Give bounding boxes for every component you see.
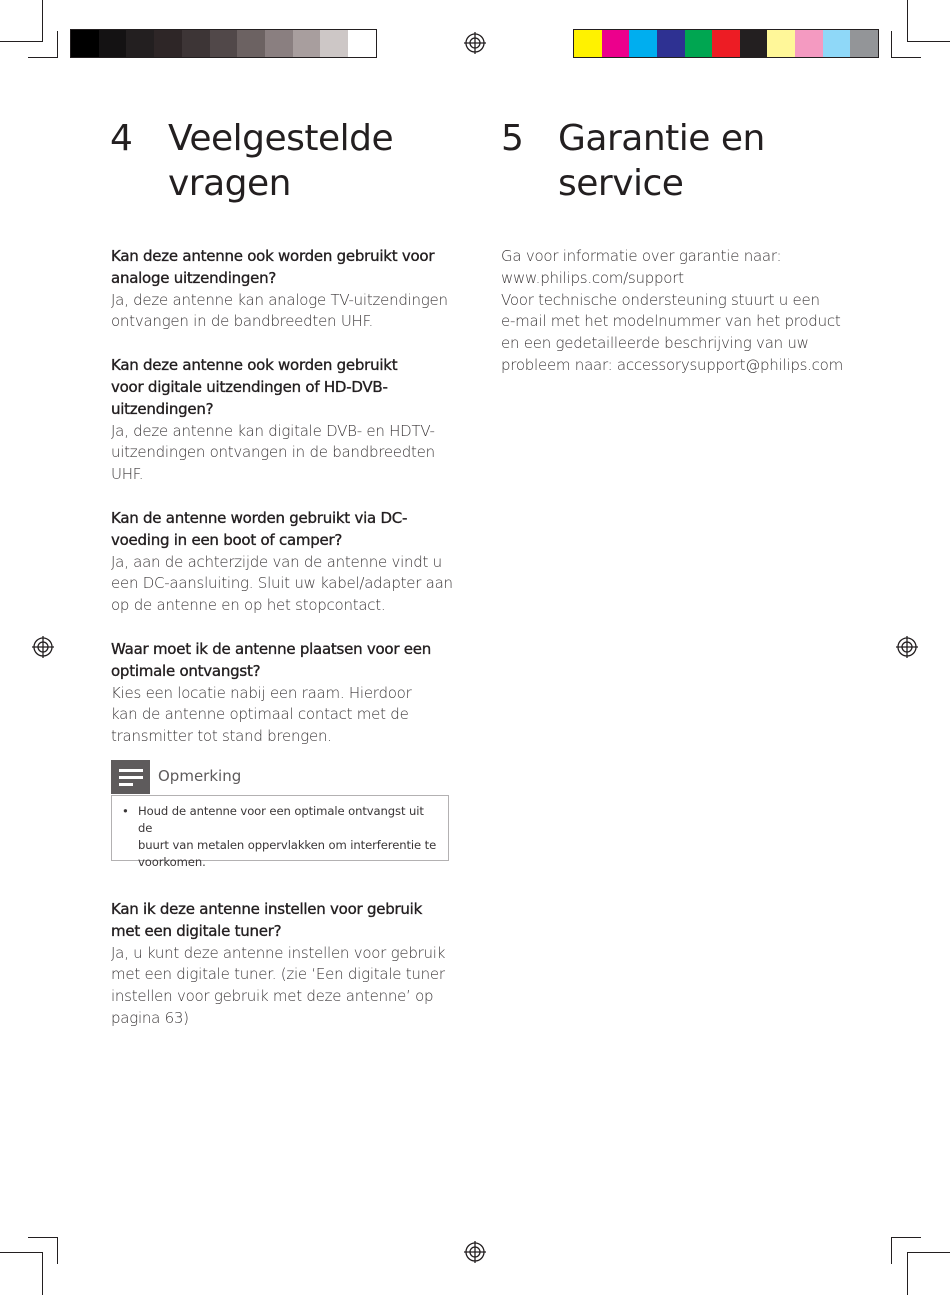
- color-swatch: [99, 30, 127, 57]
- color-swatch: [210, 30, 238, 57]
- note-lines-icon: [111, 760, 150, 794]
- color-swatch: [574, 30, 602, 57]
- registration-mark-icon: [32, 636, 54, 658]
- warranty-text: Ga voor informatie over garantie naar: www.philips.com/support Voor technische ondersteuning stuurt u een e-mail met het modelnummer van het product en een gedetailleerde beschrijving van uw probleem naar: accessorysupport@philips.com: [501, 247, 843, 374]
- color-swatch: [237, 30, 265, 57]
- crop-mark: [907, 1252, 908, 1295]
- color-swatch: [795, 30, 823, 57]
- chapter-4-title: Veelgestelde vragen: [168, 118, 394, 204]
- registration-mark-icon: [464, 32, 486, 54]
- faq-answer: Ja, deze antenne kan analoge TV-uitzendingen ontvangen in de bandbreedten UHF.: [111, 290, 448, 331]
- color-swatch: [265, 30, 293, 57]
- registration-mark-icon: [896, 636, 918, 658]
- faq-column-lower: [111, 899, 456, 1052]
- note-text: Houd de antenne voor een optimale ontvangst uit de buurt van metalen oppervlakken om interferentie te voorkomen.: [138, 804, 437, 869]
- faq-item: [111, 355, 456, 486]
- crop-mark: [42, 1252, 43, 1295]
- faq-item: [111, 639, 456, 748]
- note-label: Opmerking: [158, 767, 242, 785]
- color-swatch: [685, 30, 713, 57]
- crop-mark: [891, 57, 921, 58]
- color-swatch: [629, 30, 657, 57]
- color-swatch: [823, 30, 851, 57]
- chapter-4-number: 4: [110, 118, 133, 159]
- faq-question: Kan deze antenne ook worden gebruikt voor analoge uitzendingen?: [111, 247, 435, 287]
- color-swatch: [182, 30, 210, 57]
- bullet: •: [122, 804, 129, 818]
- faq-answer: Ja, deze antenne kan digitale DVB- en HDTV- uitzendingen ontvangen in de bandbreedten UHF.: [111, 421, 435, 484]
- color-swatch: [850, 30, 878, 57]
- crop-mark: [891, 1237, 892, 1264]
- faq-answer: Ja, u kunt deze antenne instellen voor gebruik met een digitale tuner. (zie ‘Een digitale tuner instellen voor gebruik met deze antenne’ op pagina 63): [111, 943, 446, 1027]
- color-swatch: [293, 30, 321, 57]
- color-swatch: [126, 30, 154, 57]
- faq-column: [111, 246, 456, 770]
- color-swatch: [740, 30, 768, 57]
- faq-question: Kan de antenne worden gebruikt via DC- voeding in een boot of camper?: [111, 508, 408, 549]
- crop-mark: [907, 0, 908, 42]
- faq-answer: Ja, aan de achterzijde van de antenne vindt u een DC-aansluiting. Sluit uw kabel/adapter aan op de antenne en op het stopcontact.: [111, 552, 453, 615]
- note-box: [111, 795, 449, 869]
- color-swatch: [348, 30, 376, 57]
- color-swatch: [320, 30, 348, 57]
- faq-item: [111, 246, 456, 333]
- crop-mark: [891, 31, 892, 58]
- crop-mark: [57, 31, 58, 58]
- chapter-5-number: 5: [501, 118, 524, 159]
- crop-mark: [907, 41, 950, 42]
- color-swatch: [154, 30, 182, 57]
- crop-mark: [57, 1237, 58, 1264]
- faq-question: Kan deze antenne ook worden gebruikt voor digitale uitzendingen of HD-DVB- uitzendingen?: [111, 356, 398, 418]
- color-swatch: [767, 30, 795, 57]
- crop-mark: [28, 57, 58, 58]
- faq-answer: Kies een locatie nabij een raam. Hierdoor kan de antenne optimaal contact met de transmitter tot stand brengen.: [111, 683, 412, 746]
- crop-mark: [42, 0, 43, 42]
- grayscale-calibration-bar: [70, 29, 377, 58]
- faq-question: Kan ik deze antenne instellen voor gebruik met een digitale tuner?: [111, 900, 423, 940]
- faq-item: [111, 899, 456, 1030]
- registration-mark-icon: [464, 1241, 486, 1263]
- color-swatch: [71, 30, 99, 57]
- crop-mark: [907, 1252, 950, 1253]
- color-calibration-bar: [573, 29, 879, 58]
- faq-item: [111, 508, 456, 617]
- color-swatch: [657, 30, 685, 57]
- crop-mark: [891, 1237, 921, 1238]
- crop-mark: [28, 1237, 58, 1238]
- crop-mark: [0, 41, 42, 42]
- chapter-5-title: Garantie en service: [558, 118, 765, 204]
- note-header: [111, 760, 449, 794]
- faq-question: Waar moet ik de antenne plaatsen voor een optimale ontvangst?: [111, 639, 431, 680]
- crop-mark: [0, 1252, 42, 1253]
- color-swatch: [712, 30, 740, 57]
- color-swatch: [602, 30, 630, 57]
